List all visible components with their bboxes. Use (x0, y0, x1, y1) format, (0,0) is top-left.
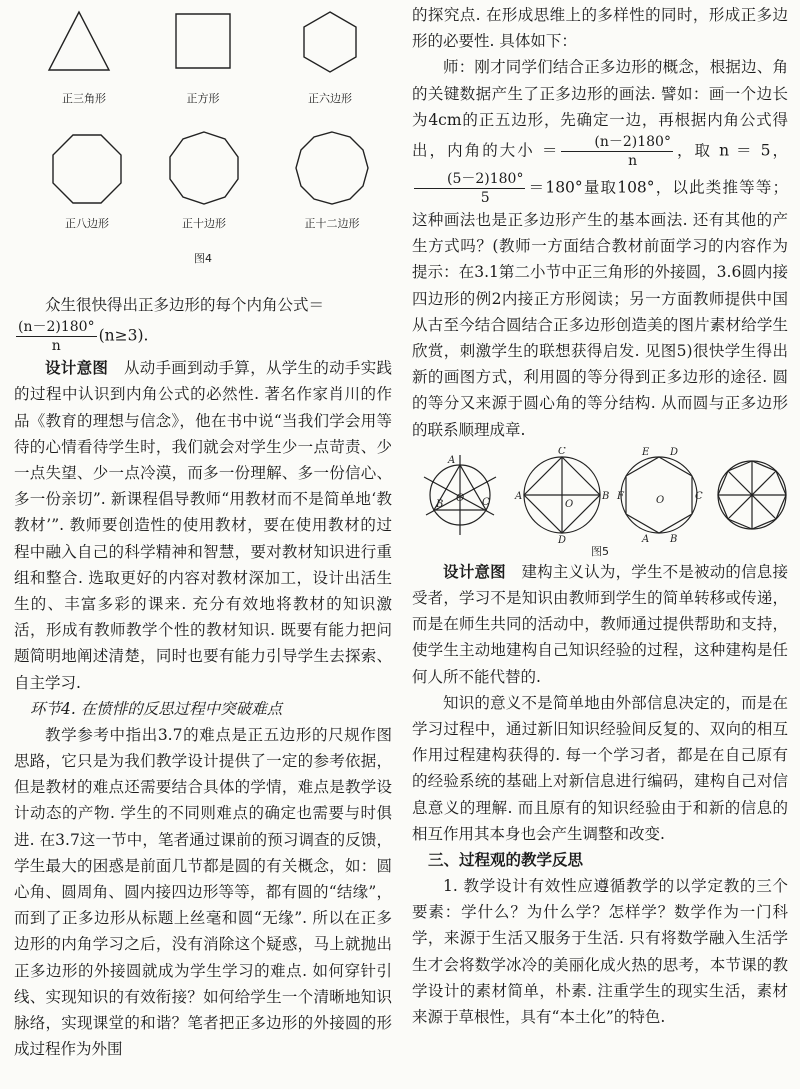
design-intent-paragraph-1 (14, 355, 392, 696)
right-paragraph-0: 的探究点. 在形成思维上的多样性的同时，形成正多边形的必要性. 具体如下： (412, 6, 788, 51)
right-column (412, 0, 788, 1030)
fraction-denominator: 5 (480, 190, 490, 207)
teacher-text-c: ＝180°量取108°，以此类推等等；这种画法也是正多边形产生的基本画法. 还有其他的产生方式吗？(教师一方面结合教材前面学习的内容作为提示：在3.1第二小节中正三角形的外接圆，3.6圆内接四边形的例2内接正方形阅读；另一方面教师提供中国从古至今结合圆结合正多边形创造美的图片素材给学生欣赏，刺激学生的联想获得启发. 见图5)很快学生得出新的画图方式，利用圆的等分得到正多边形的途径. 圆的等分又来源于圆心角的等分结构. 从而圆与正多边形的联系顺理成章. (412, 178, 788, 439)
teacher-paragraph (412, 54, 788, 442)
fraction-denominator: n (628, 153, 638, 170)
figure-4 (14, 0, 392, 270)
teacher-text-b: ，取 n ＝ 5， (674, 141, 788, 160)
point-label-c: C (482, 496, 490, 508)
design-intent-title: 设计意图 (443, 562, 506, 581)
formula-condition: (n≥3). (98, 326, 149, 345)
point-label-f3: F (617, 490, 624, 502)
formula-intro-text: 众生很快得出正多边形的每个内角公式＝ (45, 296, 325, 314)
figure-5-label: 图5 (591, 544, 609, 558)
reflection-paragraph: 1. 教学设计有效性应遵循教学的以学定教的三个要素：学什么？为什么学？怎样学？数学作为一门科学，来源于生活又服务于生活. 只有将数学融入生活学生才会将数学冰冷的美丽化成火热的思考，本节课的教学设计的素材简单，朴素. 注重学生的现实生活，素材来源于草根性，具有“本土化”的特色. (412, 877, 788, 1027)
point-label-b2: B (602, 490, 610, 502)
point-label-e3: E (642, 446, 650, 458)
fraction-denominator: n (51, 338, 61, 355)
point-label-c2: C (558, 446, 566, 457)
point-label-b3: B (670, 533, 678, 543)
left-column (14, 0, 392, 1062)
knowledge-paragraph: 知识的意义不是简单地由外部信息决定的，而是在学习过程中，通过新旧知识经验间反复的、双向的相互作用过程建构获得的. 每一个学习者，都是在自己原有的经验系统的基础上对新信息进行编码，建构自己对信息意义的理解. 而且原有的知识经验由于和新的信息的相互作用其本身也会产生调整和改变. (412, 693, 788, 843)
triangle-shape (49, 12, 109, 70)
figure-5 (412, 447, 788, 559)
caption-hexagon: 正六边形 (308, 92, 352, 105)
design-intent-text: 建构主义认为，学生不是被动的信息接受者，学习不是知识由教师到学生的简单转移或传递，而是在师生共同的活动中，教师通过提供帮助和支持，使学生主动地建构自己知识经验的过程，这种建构是任何人所不能代替的. (412, 562, 788, 686)
fraction-numerator: (n－2)180° (18, 319, 95, 336)
point-label-a3: A (642, 533, 650, 543)
decagon-shape (170, 132, 238, 204)
caption-triangle: 正三角形 (62, 92, 106, 105)
interior-angle-fraction (16, 318, 97, 355)
figure-4-label: 图4 (194, 252, 212, 265)
caption-dodecagon: 正十二边形 (304, 217, 360, 230)
hexagon-shape (304, 12, 356, 72)
regular-polygons-figure (14, 0, 392, 250)
angle-fraction-n (561, 133, 673, 170)
point-label-b: B (436, 498, 444, 510)
point-label-a2: A (515, 490, 523, 502)
point-label-o2: O (565, 498, 574, 510)
point-label-d3: D (670, 446, 679, 458)
caption-square: 正方形 (186, 92, 220, 105)
caption-octagon: 正八边形 (65, 217, 109, 230)
point-label-o3: O (656, 494, 665, 506)
octagon-shape (53, 135, 121, 203)
fraction-numerator: (n－2)180° (561, 133, 673, 152)
point-label-c3: C (695, 490, 703, 502)
fraction-numerator: (5－2)180° (414, 170, 525, 189)
square-shape (176, 14, 230, 68)
point-label-a: A (448, 454, 456, 466)
dodecagon-shape (296, 132, 368, 204)
design-intent-paragraph-2 (412, 559, 788, 690)
caption-decagon: 正十边形 (182, 217, 226, 230)
section-4-heading: 环节4. 在愤悱的反思过程中突破难点 (30, 699, 283, 718)
section-4-paragraph: 教学参考中指出3.7的难点是正五边形的尺规作图思路，它只是为我们教学设计提供了一定的参考依据，但是教材的难点还需要结合具体的学情，难点是教学设计动态的产物. 学生的不同则难点的确定也需要与时俱进. 在3.7这一节中，笔者通过课前的预习调查的反馈，学生最大的困惑是前面几节都是圆的有关概念，如：圆心角、圆周角、圆内接四边形等等，都有圆的“结缘”，而到了正多边形从标题上丝毫和圆“无缘”. 所以在正多边形的内角学习之后，没有消除这个疑惑，马上就抛出正多边形的外接圆就成为学生学习的难点. 如何穿针引线、实现知识的有效衔接？如何给学生一个清晰地知识脉络，实现课堂的和谐？笔者把正多边形的外接圆的形成过程作为外围 (14, 725, 392, 1059)
section-3-heading: 三、过程观的教学反思 (428, 851, 584, 870)
point-label-o: O (456, 492, 465, 504)
formula-paragraph (14, 292, 392, 318)
point-label-d2: D (558, 534, 567, 543)
teacher-text-a: 师：刚才同学们结合正多边形的概念，根据边、角的关键数据产生了正多边形的画法. 譬如：画一个边长为4cm的正五边形，先确定一边，再根据内角公式得出，内角的大小 ＝ (412, 58, 788, 160)
angle-fraction-5 (414, 170, 525, 207)
formula-line (14, 318, 392, 355)
design-intent-title: 设计意图 (45, 359, 109, 378)
circle-division-figure (412, 447, 788, 543)
design-intent-text: 从动手画到动手算，从学生的动手实践的过程中认识到内角公式的必然性. 著名作家肖川的作品《教育的理想与信念》，他在书中说“当我们学会用等待的心情看待学生时，我们就会对学生少一点苛责、少一点失望、少一点冷漠，而多一份理解、多一份信心、多一份亲切”. 新课程倡导教师“用教材而不是简单地‘教教材’”. 教师要创造性的使用教材，要在使用教材的过程中融入自己的科学精神和智慧，要对教材知识进行重组和整合. 选取更好的内容对教材深加工，设计出活生生的、丰富多彩的课来. 充分有效地将教材的知识激活，形成有教师教学个性的教材知识. 既要有能力把问题简明地阐述清楚，同时也要有能力引导学生去探索、自主学习. (14, 359, 392, 692)
